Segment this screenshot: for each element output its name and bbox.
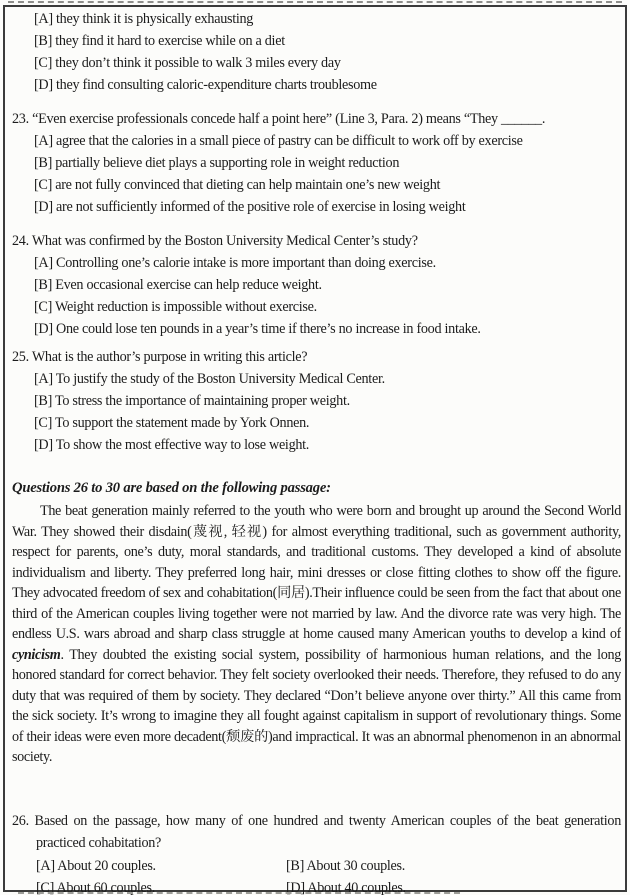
passage-instructions-heading: Questions 26 to 30 are based on the following passage: <box>12 480 331 496</box>
question-25-option-a: [A] To justify the study of the Boston University Medical Center. <box>34 371 385 387</box>
scan-artifact-top-dashed-line <box>8 1 622 3</box>
question-22-option-b: [B] they find it hard to exercise while on a diet <box>34 33 285 49</box>
question-26-option-c: [C] About 60 couples. <box>36 880 156 895</box>
question-24 <box>12 230 621 340</box>
question-24-stem: 24. What was confirmed by the Boston University Medical Center’s study? <box>12 233 418 249</box>
question-26-option-d: [D] About 40 couples. <box>286 880 406 895</box>
question-23-stem: 23. “Even exercise professionals concede half a point here” (Line 3, Para. 2) means “They ______. <box>12 111 546 127</box>
question-25-stem: 25. What is the author’s purpose in writing this article? <box>12 349 308 365</box>
passage-text: The beat generation mainly referred to the youth who were born and brought up around the Second World War. They showed their disdain(蔑视, 轻视) for almost everything traditional, such as government authority, respect for parents, one’s duty, moral standards, and traditional customs. They developed a kind of absolute individualism and liberty. They preferred long hair, mini dresses or close fitting clothes to show off the figure. They advocated freedom of sex and cohabitation(同居).Their influence could be seen from the fact that about one third of the American couples living together were not married by law. And the divorce rate was very high. The endless U.S. wars abroad and sharp class struggle at home caused many American youths to develop a kind of cynicism. They doubted the existing social system, possibility of harmonious human relations, and the long honored standard for correct behavior. They felt society overlooked their needs. Therefore, they refused to do any duty that was required of them by society. They declared “Don’t believe anyone over thirty.” All this came from the sick society. It’s wrong to imagine they all fought against capitalism in support of revolutionary things. Some of their ideas were even more decadent(颓废的)and impractical. It was an abnormal phenomenon in an abnormal society. <box>12 503 621 765</box>
question-24-option-a: [A] Controlling one’s calorie intake is more important than doing exercise. <box>34 255 436 271</box>
question-23-option-c: [C] are not fully convinced that dieting can help maintain one’s new weight <box>34 177 441 193</box>
question-22-options-continued <box>12 8 621 96</box>
question-22-option-d: [D] they find consulting caloric-expenditure charts troublesome <box>34 77 377 93</box>
passage-section <box>12 501 621 801</box>
question-24-option-b: [B] Even occasional exercise can help reduce weight. <box>34 277 322 293</box>
question-26-stem: 26. Based on the passage, how many of one hundred and twenty American couples of the beat generation practiced cohabitation? <box>12 813 621 851</box>
scan-artifact-bottom-dashed-line <box>18 892 460 894</box>
question-23-option-b: [B] partially believe diet plays a supporting role in weight reduction <box>34 155 400 171</box>
question-26-option-a: [A] About 20 couples. <box>36 858 156 874</box>
question-25-option-d: [D] To show the most effective way to lose weight. <box>34 437 310 453</box>
question-24-option-d: [D] One could lose ten pounds in a year’s time if there’s no increase in food intake. <box>34 321 481 337</box>
question-23-option-d: [D] are not sufficiently informed of the positive role of exercise in losing weight <box>34 199 466 215</box>
question-26-options <box>12 855 621 895</box>
question-23 <box>12 108 621 218</box>
question-26 <box>12 810 621 895</box>
question-25-option-c: [C] To support the statement made by York Onnen. <box>34 415 310 431</box>
question-25-option-b: [B] To stress the importance of maintaining proper weight. <box>34 393 350 409</box>
question-22-option-a: [A] they think it is physically exhausting <box>34 11 254 27</box>
question-22-option-c: [C] they don’t think it possible to walk 3 miles every day <box>34 55 341 71</box>
question-25 <box>12 346 621 456</box>
question-26-option-b: [B] About 30 couples. <box>286 858 406 874</box>
question-24-option-c: [C] Weight reduction is impossible without exercise. <box>34 299 317 315</box>
question-23-option-a: [A] agree that the calories in a small piece of pastry can be difficult to work off by exercise <box>34 133 523 149</box>
